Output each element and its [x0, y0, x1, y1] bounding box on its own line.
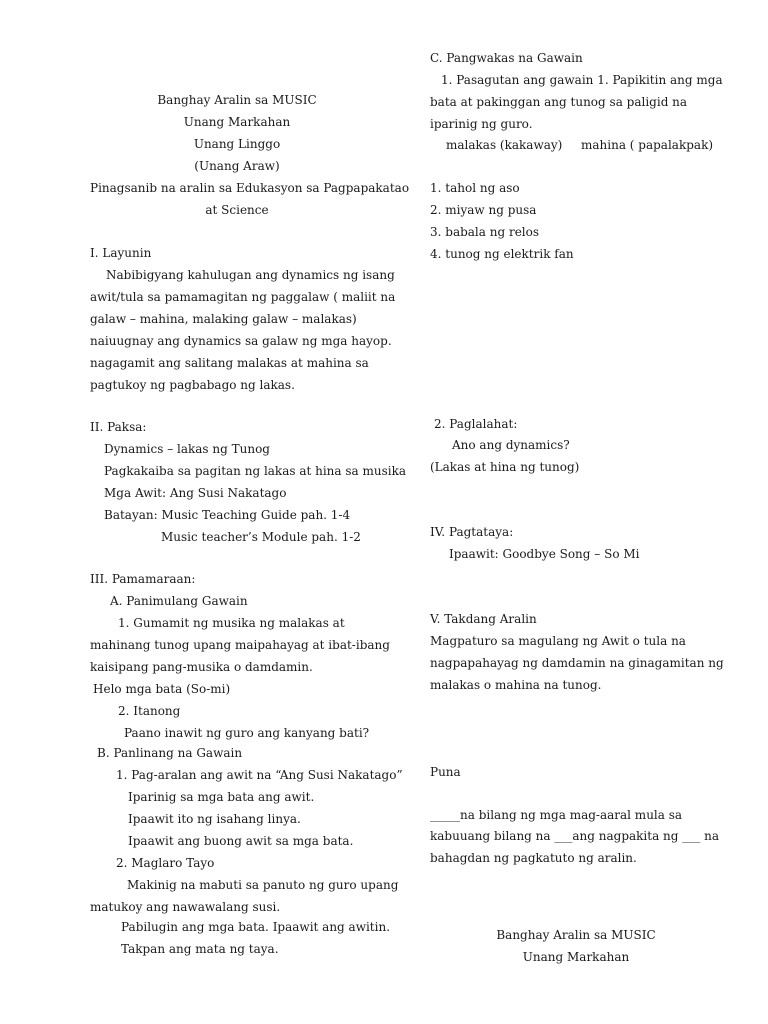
- remarks-heading: Puna: [430, 765, 461, 779]
- procedure-b-heading: B. Panlinang na Gawain: [97, 746, 243, 760]
- subject-songs: Mga Awit: Ang Susi Nakatago: [104, 486, 287, 500]
- assignment-line: malakas o mahina na tunog.: [430, 678, 602, 692]
- integration-line-1: Pinagsanib na aralin sa Edukasyon sa Pagpapakatao: [90, 181, 410, 195]
- assignment-line: nagpapahayag ng damdamin na ginagamitan ng: [430, 656, 724, 670]
- subject-topic: Dynamics – lakas ng Tunog: [104, 442, 270, 456]
- generalization-question: Ano ang dynamics?: [452, 438, 570, 452]
- sound-item: 4. tunog ng elektrik fan: [430, 247, 574, 261]
- subject-heading: II. Paksa:: [90, 420, 147, 434]
- integration-line-2: at Science: [205, 203, 269, 217]
- objectives-line: pagtukoy ng pagbabago ng lakas.: [90, 378, 295, 392]
- objectives-line: galaw – mahina, malaking galaw – malakas): [90, 312, 357, 326]
- evaluation-line: Ipaawit: Goodbye Song – So Mi: [449, 547, 640, 561]
- procedure-b1-step: Ipaawit ito ng isahang linya.: [128, 812, 301, 826]
- subject-reference: Batayan: Music Teaching Guide pah. 1-4: [104, 508, 351, 522]
- objectives-line: naiuugnay ang dynamics sa galaw ng mga hayop.: [90, 334, 392, 348]
- objectives-line: nagagamit ang salitang malakas at mahina sa: [90, 356, 369, 370]
- lesson-day: (Unang Araw): [194, 159, 280, 173]
- procedure-b2-line: Takpan ang mata ng taya.: [121, 942, 279, 956]
- procedure-a1-line: kaisipang pang-musika o damdamin.: [90, 660, 313, 674]
- assignment-heading: V. Takdang Aralin: [430, 612, 537, 626]
- lesson-week: Unang Linggo: [193, 137, 281, 151]
- generalization-answer: (Lakas at hina ng tunog): [430, 460, 580, 474]
- generalization-heading: 2. Paglalahat:: [434, 417, 518, 431]
- subject-difference: Pagkakaiba sa pagitan ng lakas at hina sa musika: [104, 464, 407, 478]
- procedure-b1: 1. Pag-aralan ang awit na “Ang Susi Nakatago”: [116, 768, 403, 782]
- procedure-heading: III. Pamamaraan:: [90, 572, 196, 586]
- closing-c1-line: bata at pakinggan ang tunog sa paligid na: [430, 95, 688, 109]
- footer-quarter: Unang Markahan: [522, 950, 630, 964]
- procedure-a1-line: mahinang tunog upang maipahayag at ibat-ibang: [90, 638, 390, 652]
- remarks-line: kabuuang bilang na ___ang nagpakita ng ___ na: [430, 829, 719, 843]
- procedure-b2-line: Makinig na mabuti sa panuto ng guro upang: [127, 878, 399, 892]
- procedure-greeting: Helo mga bata (So-mi): [93, 682, 231, 696]
- procedure-a2-question: Paano inawit ng guro ang kanyang bati?: [124, 726, 370, 740]
- closing-c1-line: iparinig ng guro.: [430, 117, 533, 131]
- objectives-heading: I. Layunin: [90, 246, 152, 260]
- procedure-a-heading: A. Panimulang Gawain: [110, 594, 248, 608]
- objectives-line: Nabibigyang kahulugan ang dynamics ng isang: [106, 268, 395, 282]
- subject-module: Music teacher’s Module pah. 1-2: [161, 530, 361, 544]
- sound-item: 2. miyaw ng pusa: [430, 203, 537, 217]
- remarks-line: bahagdan ng pagkatuto ng aralin.: [430, 851, 637, 865]
- procedure-b2-line: matukoy ang nawawalang susi.: [90, 900, 281, 914]
- assignment-line: Magpaturo sa magulang ng Awit o tula na: [430, 634, 686, 648]
- closing-heading: C. Pangwakas na Gawain: [430, 51, 583, 65]
- procedure-b1-step: Iparinig sa mga bata ang awit.: [128, 790, 315, 804]
- procedure-b1-step: Ipaawit ang buong awit sa mga bata.: [128, 834, 354, 848]
- procedure-a2: 2. Itanong: [118, 704, 181, 718]
- closing-loud-label: malakas (kakaway): [446, 138, 563, 152]
- closing-c1-line: 1. Pasagutan ang gawain 1. Papikitin ang mga: [441, 73, 723, 87]
- procedure-b2-line: Pabilugin ang mga bata. Ipaawit ang awitin.: [121, 920, 391, 934]
- procedure-b2: 2. Maglaro Tayo: [116, 856, 215, 870]
- sound-item: 1. tahol ng aso: [430, 181, 520, 195]
- sound-item: 3. babala ng relos: [430, 225, 540, 239]
- evaluation-heading: IV. Pagtataya:: [430, 525, 514, 539]
- closing-soft-label: mahina ( papalakpak): [581, 138, 714, 152]
- lesson-title: Banghay Aralin sa MUSIC: [157, 93, 317, 107]
- procedure-a1-line: 1. Gumamit ng musika ng malakas at: [118, 616, 345, 630]
- remarks-line: _____na bilang ng mga mag-aaral mula sa: [430, 808, 683, 822]
- footer-title: Banghay Aralin sa MUSIC: [496, 928, 656, 942]
- objectives-line: awit/tula sa pamamagitan ng paggalaw ( maliit na: [90, 290, 396, 304]
- lesson-quarter: Unang Markahan: [183, 115, 291, 129]
